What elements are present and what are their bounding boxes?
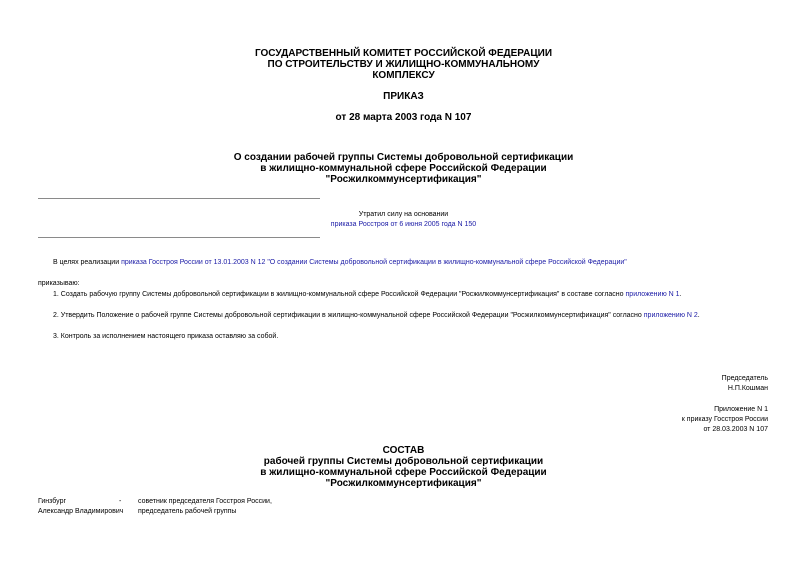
order-item-1-text: 1. Создать рабочую группу Системы добровольной сертификации в жилищно-коммунальной сфере Российской Федерации "Росжилкоммунсертификация" в составе согласно — [53, 291, 626, 298]
signature-name: Н.П.Кошман — [727, 385, 768, 392]
member-role-line-2: председатель рабочей группы — [138, 508, 237, 515]
status-divider-top — [38, 198, 320, 199]
doc-title-line-3: "Росжилкоммунсертификация" — [325, 174, 482, 185]
composition-heading — [0, 445, 807, 489]
member-name — [38, 497, 148, 517]
member-surname: Гинзбург — [38, 498, 67, 505]
composition-line-3: "Росжилкоммунсертификация" — [325, 478, 482, 489]
order-item-2-text: 2. Утвердить Положение о рабочей группе Системы добровольной сертификации в жилищно-коммунальной сфере Российской Федерации "Росжилкоммунсертификация" согласно — [53, 312, 644, 319]
issuer-line-3: КОМПЛЕКСУ — [372, 70, 435, 81]
doc-date: от 28 марта 2003 года N 107 — [335, 112, 472, 123]
doc-title-line-1: О создании рабочей группы Системы добровольной сертификации — [233, 152, 574, 163]
appendix-ref-line-2: к приказу Госстроя России — [681, 416, 768, 423]
status-line: Утратил силу на основании — [358, 211, 449, 218]
doc-title-line-2: в жилищно-коммунальной сфере Российской Федерации — [260, 163, 547, 174]
composition-line-2: в жилищно-коммунальной сфере Российской Федерации — [260, 467, 547, 478]
doc-title — [0, 152, 807, 185]
appendix-1-link[interactable]: приложению N 1 — [625, 291, 680, 298]
composition-line-1: рабочей группы Системы добровольной сертификации — [263, 456, 544, 467]
appendix-reference — [500, 405, 768, 435]
status-note — [0, 210, 807, 230]
member-role-line-1: советник председателя Госстроя России, — [138, 498, 272, 505]
appendix-ref-line-3: от 28.03.2003 N 107 — [703, 426, 768, 433]
order-item-3: 3. Контроль за исполнением настоящего приказа оставляю за собой. — [53, 333, 279, 340]
doc-type: ПРИКАЗ — [383, 91, 424, 102]
appendix-ref-line-1: Приложение N 1 — [714, 406, 768, 413]
member-role — [138, 497, 438, 517]
order-word: приказываю: — [38, 280, 80, 287]
order-item-1 — [53, 290, 793, 300]
status-divider-bottom — [38, 237, 320, 238]
status-repeal-link[interactable]: приказа Росстроя от 6 июня 2005 года N 150 — [330, 221, 477, 228]
order-item-2 — [53, 311, 793, 321]
intro-paragraph — [53, 258, 793, 268]
issuer-line-2: ПО СТРОИТЕЛЬСТВУ И ЖИЛИЩНО-КОММУНАЛЬНОМУ — [267, 59, 540, 70]
issuer-line-1: ГОСУДАРСТВЕННЫЙ КОМИТЕТ РОССИЙСКОЙ ФЕДЕРАЦИИ — [254, 48, 553, 59]
signature-role: Председатель — [721, 375, 768, 382]
order-item-2-end: . — [697, 312, 700, 319]
member-dash: - — [119, 498, 122, 505]
appendix-2-link[interactable]: приложению N 2 — [643, 312, 698, 319]
member-given-name: Александр Владимирович — [38, 508, 124, 515]
intro-reference-link[interactable]: приказа Госстроя России от 13.01.2003 N 12 "О создании Системы добровольной сертификации в жилищно-коммунальной сфере Российской Федерации" — [121, 259, 627, 266]
order-item-1-end: . — [679, 291, 682, 298]
issuer-header — [0, 48, 807, 81]
intro-prefix: В целях реализации — [53, 259, 122, 266]
signature-block — [500, 374, 768, 394]
composition-title: СОСТАВ — [382, 445, 425, 456]
